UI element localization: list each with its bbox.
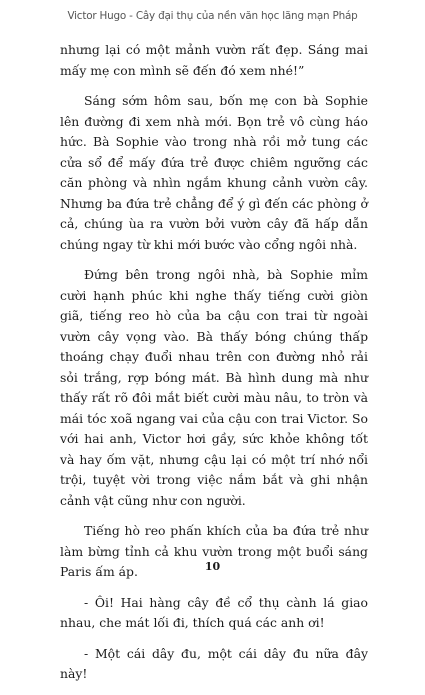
page-body <box>60 40 368 695</box>
paragraph-sophie-smiles: Đứng bên trong ngôi nhà, bà Sophie mỉm cười hạnh phúc khi nghe thấy tiếng cười giòn giã, tiếng reo hò của ba cậu con trai từ ngoài vườn cây vọng vào. Bà thấy bóng chúng thấp thoáng chạy đuổi nhau trên con đường nhỏ rải sỏi trắng, rợp bóng mát. Bà hình dung mà như thấy rất rõ đôi mắt biết cười màu nâu, to tròn và mái tóc xoã ngang vai của cậu con trai Victor. So với hai anh, Victor hơi gầy, sức khỏe không tốt và hay ốm vặt, nhưng cậu lại có một trí nhớ nổi trội, tuyệt vời trong việc nắm bắt và ghi nhận cảnh vật cũng như con người. <box>60 267 368 508</box>
page-number: 10 <box>204 560 221 573</box>
paragraph-continuation: nhưng lại có một mảnh vườn rất đẹp. Sáng mai mấy mẹ con mình sẽ đến đó xem nhé!” <box>60 42 368 78</box>
paragraph-morning-visit: Sáng sớm hôm sau, bốn mẹ con bà Sophie lên đường đi xem nhà mới. Bọn trẻ vô cùng háo hức. Bà Sophie vào trong nhà rồi mở tung các cửa sổ để mấy đứa trẻ được chiêm ngưỡng các căn phòng và nhìn ngắm khung cảnh vườn cây. Nhưng ba đứa trẻ chẳng để ý gì đến các phòng ở cả, chúng ùa ra vườn bởi vườn cây đã hấp dẫn chúng ngay từ khi mới bước vào cổng ngôi nhà. <box>60 93 368 252</box>
running-header: Victor Hugo - Cây đại thụ của nền văn học lãng mạn Pháp <box>67 10 358 22</box>
dialogue-line-swing: - Một cái dây đu, một cái dây đu nữa đây này! <box>60 645 368 681</box>
dialogue-line-trees: - Ôi! Hai hàng cây đề cổ thụ cành lá giao nhau, che mát lối đi, thích quá các anh ơi! <box>60 594 368 630</box>
paragraph-garden-awake: Tiếng hò reo phấn khích của ba đứa trẻ như làm bừng tỉnh cả khu vườn trong một buổi sáng Paris ấm áp. <box>60 523 368 579</box>
